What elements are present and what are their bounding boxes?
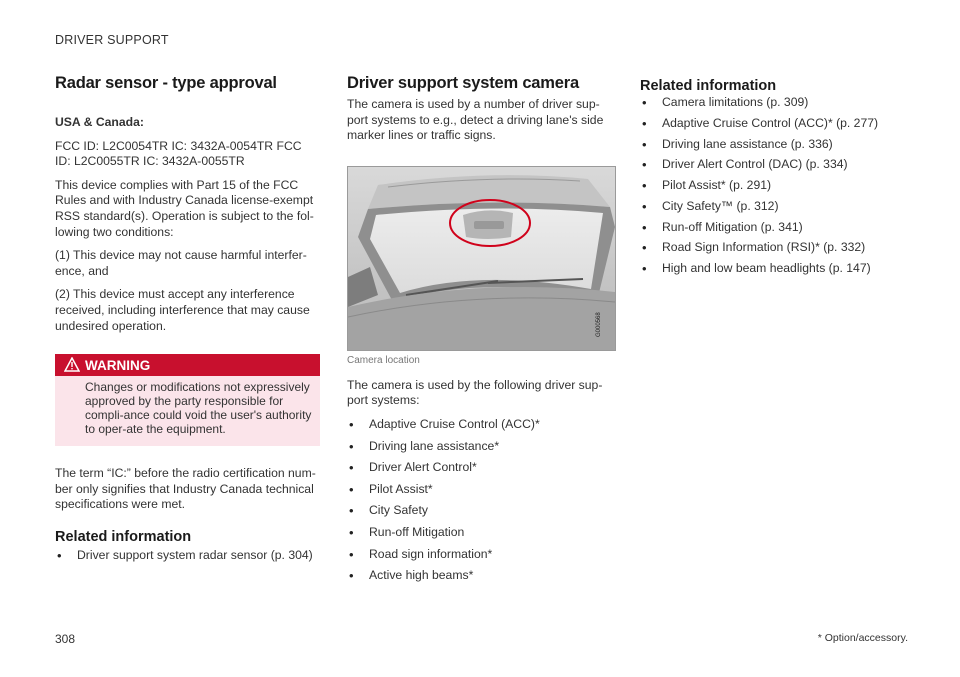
system-item: • Active high beams* [347,568,615,584]
camera-intro-paragraph: The camera is used by a number of driver sup-port systems to e.g., detect a driving lane's side marker lines or traffic signs. [347,97,604,143]
warning-label: WARNING [85,357,151,373]
illustration-caption: Camera location [347,354,420,366]
related-link-city-safety[interactable]: • City Safety™ (p. 312) [640,199,910,215]
system-item: • Adaptive Cruise Control (ACC)* [347,417,615,433]
related-link-acc[interactable]: • Adaptive Cruise Control (ACC)* (p. 277) [640,116,910,132]
ic-note-paragraph: The term “IC:” before the radio certification num-ber only signifies that Industry Canada technical specifications were met. [55,466,316,512]
illustration-code: G000568 [596,312,602,337]
related-link-headlights[interactable]: • High and low beam headlights (p. 147) [640,261,910,277]
system-item: • Driver Alert Control* [347,460,615,476]
camera-location-illustration [347,166,616,351]
fcc-ids-paragraph: FCC ID: L2C0054TR IC: 3432A-0054TR FCC ID: L2C0055TR IC: 3432A-0055TR [55,138,302,169]
system-item: • City Safety [347,503,615,519]
system-item: • Run-off Mitigation [347,525,615,541]
warning-text: Changes or modifications not expressively approved by the party responsible for compli-ance could void the user's authority to oper-ate the equipment. [85,380,312,437]
radar-related-title: Related information [55,528,192,545]
related-link-driving-lane-assistance[interactable]: • Driving lane assistance (p. 336) [640,137,910,153]
system-item: • Pilot Assist* [347,482,615,498]
condition-1-paragraph: (1) This device may not cause harmful interfer-ence, and [55,248,307,278]
related-link-camera-limitations[interactable]: • Camera limitations (p. 309) [640,95,910,111]
camera-section-title: Driver support system camera [347,74,579,92]
systems-intro-paragraph: The camera is used by the following driver sup-port systems: [347,377,603,408]
system-item: • Road sign information* [347,547,615,563]
radar-approval-section [55,74,320,564]
related-info-list [640,95,910,277]
option-footnote: * Option/accessory. [817,632,908,644]
related-link-pilot-assist[interactable]: • Pilot Assist* (p. 291) [640,178,910,194]
related-link-run-off-mitigation[interactable]: • Run-off Mitigation (p. 341) [640,220,910,236]
system-item: • Driving lane assistance* [347,439,615,455]
warning-triangle-icon [64,357,80,372]
compliance-paragraph: This device complies with Part 15 of the FCC Rules and with Industry Canada license-exempt RSS standard(s). Operation is subject to the fol-lowing two conditions: [55,177,314,239]
camera-section [347,74,615,590]
warning-header [55,354,320,376]
condition-2-paragraph: (2) This device must accept any interference received, including interference that may cause undesired operation. [55,287,310,333]
related-info-title: Related information [640,78,777,94]
camera-systems-list [347,417,615,584]
related-link-radar-sensor[interactable]: • Driver support system radar sensor (p. 304) [55,548,320,564]
related-information-section [640,78,910,282]
warning-box [55,354,320,446]
region-subheading: USA & Canada: [55,115,144,129]
related-link-rsi[interactable]: • Road Sign Information (RSI)* (p. 332) [640,240,910,256]
running-head: DRIVER SUPPORT [55,33,169,47]
page-number: 308 [55,632,76,646]
radar-related-list [55,548,320,564]
radar-section-title: Radar sensor - type approval [55,74,277,92]
related-link-dac[interactable]: • Driver Alert Control (DAC) (p. 334) [640,157,910,173]
